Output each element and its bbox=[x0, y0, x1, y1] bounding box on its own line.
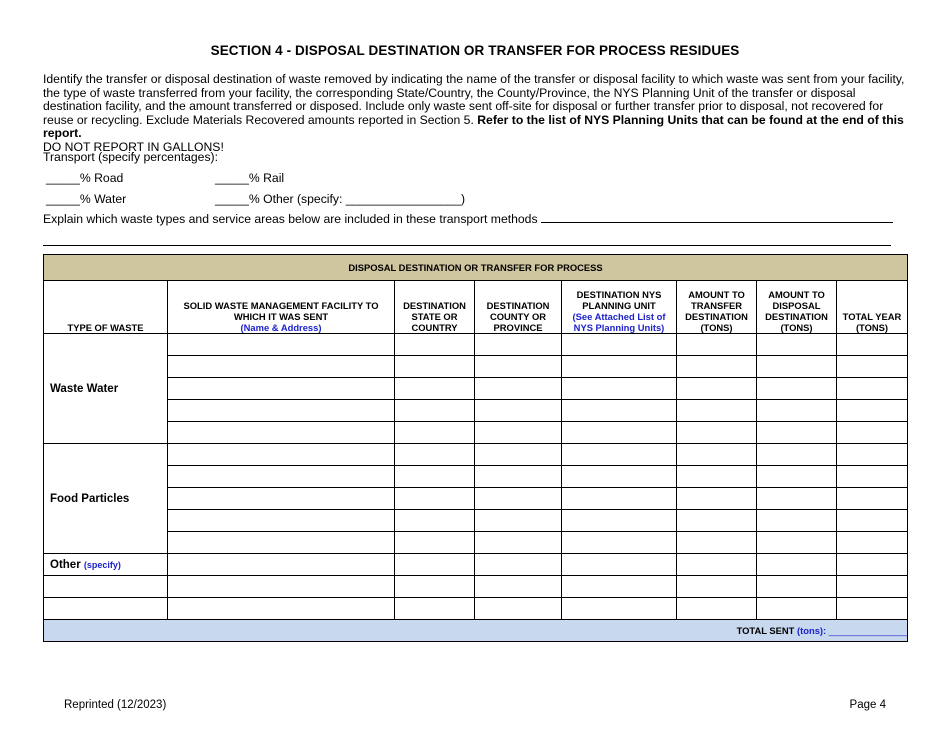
cell-input[interactable] bbox=[395, 488, 475, 510]
cell-input[interactable] bbox=[837, 598, 908, 620]
category-food-particles: Food Particles bbox=[44, 444, 168, 554]
cell-input[interactable] bbox=[562, 554, 677, 576]
cell-input[interactable] bbox=[757, 598, 837, 620]
cell-input[interactable] bbox=[395, 356, 475, 378]
total-sent bbox=[44, 620, 908, 642]
col-facility-label: SOLID WASTE MANAGEMENT FACILITY TO WHICH IT WAS SENT bbox=[183, 300, 379, 322]
table-row bbox=[44, 378, 908, 400]
cell-input[interactable] bbox=[168, 334, 395, 356]
cell-input[interactable] bbox=[475, 598, 562, 620]
cell-input[interactable] bbox=[677, 466, 757, 488]
col-state: DESTINATION STATE OR COUNTRY bbox=[395, 281, 475, 334]
table-row bbox=[44, 444, 908, 466]
cell-input[interactable] bbox=[837, 510, 908, 532]
cell-input[interactable] bbox=[677, 400, 757, 422]
cell-input[interactable] bbox=[168, 378, 395, 400]
cell-input[interactable] bbox=[44, 576, 168, 598]
cell-input[interactable] bbox=[475, 576, 562, 598]
cell-input[interactable] bbox=[168, 488, 395, 510]
cell-input[interactable] bbox=[837, 554, 908, 576]
cell-input[interactable] bbox=[562, 510, 677, 532]
cell-input[interactable] bbox=[562, 576, 677, 598]
cell-input[interactable] bbox=[168, 532, 395, 554]
cell-input[interactable] bbox=[562, 444, 677, 466]
cell-input[interactable] bbox=[837, 356, 908, 378]
cell-input[interactable] bbox=[837, 334, 908, 356]
total-label: TOTAL SENT bbox=[736, 625, 795, 636]
table-row bbox=[44, 400, 908, 422]
cell-input[interactable] bbox=[837, 422, 908, 444]
cell-input[interactable] bbox=[837, 466, 908, 488]
cell-input[interactable] bbox=[677, 598, 757, 620]
cell-input[interactable] bbox=[475, 554, 562, 576]
cell-input[interactable] bbox=[395, 554, 475, 576]
col-disposal: AMOUNT TO DISPOSAL DESTINATION (TONS) bbox=[757, 281, 837, 334]
water-field[interactable]: _____% Water bbox=[46, 192, 127, 206]
instructions-warning: DO NOT REPORT IN GALLONS! bbox=[43, 139, 224, 154]
explain-input-line-2[interactable] bbox=[43, 245, 891, 246]
cell-input[interactable] bbox=[475, 334, 562, 356]
table-row bbox=[44, 576, 908, 598]
cell-input[interactable] bbox=[395, 334, 475, 356]
cell-input[interactable] bbox=[757, 378, 837, 400]
cell-input[interactable] bbox=[757, 554, 837, 576]
table-row bbox=[44, 554, 908, 576]
cell-input[interactable] bbox=[168, 356, 395, 378]
cell-input[interactable] bbox=[562, 598, 677, 620]
cell-input[interactable] bbox=[168, 554, 395, 576]
cell-input[interactable] bbox=[757, 532, 837, 554]
col-planning-note: (See Attached List of NYS Planning Units) bbox=[572, 311, 666, 333]
table-row bbox=[44, 510, 908, 532]
cell-input[interactable] bbox=[677, 444, 757, 466]
cell-input[interactable] bbox=[168, 576, 395, 598]
col-type: TYPE OF WASTE bbox=[44, 281, 168, 334]
cell-input[interactable] bbox=[757, 400, 837, 422]
cell-input[interactable] bbox=[757, 510, 837, 532]
other-transport-field[interactable]: _____% Other (specify: _________________) bbox=[215, 192, 466, 206]
cell-input[interactable] bbox=[757, 356, 837, 378]
cell-input[interactable] bbox=[395, 466, 475, 488]
cell-input[interactable] bbox=[395, 422, 475, 444]
instructions-bold: Refer to the list of NYS Planning Units that can be found at the end of this report. bbox=[43, 112, 904, 141]
cell-input[interactable] bbox=[395, 576, 475, 598]
cell-input[interactable] bbox=[395, 400, 475, 422]
cell-input[interactable] bbox=[475, 356, 562, 378]
cell-input[interactable] bbox=[475, 466, 562, 488]
category-other-note: (specify) bbox=[83, 559, 121, 570]
cell-input[interactable] bbox=[677, 422, 757, 444]
cell-input[interactable] bbox=[168, 444, 395, 466]
cell-input[interactable] bbox=[475, 422, 562, 444]
cell-input[interactable] bbox=[475, 510, 562, 532]
table-row bbox=[44, 598, 908, 620]
reprint-date: Reprinted (12/2023) bbox=[64, 699, 167, 711]
table-row bbox=[44, 422, 908, 444]
col-planning bbox=[562, 281, 677, 334]
page-number: Page 4 bbox=[849, 699, 886, 711]
table-row bbox=[44, 532, 908, 554]
cell-input[interactable] bbox=[837, 400, 908, 422]
cell-input[interactable] bbox=[757, 466, 837, 488]
cell-input[interactable] bbox=[168, 510, 395, 532]
cell-input[interactable] bbox=[757, 576, 837, 598]
cell-input[interactable] bbox=[837, 378, 908, 400]
table-row bbox=[44, 356, 908, 378]
cell-input[interactable] bbox=[677, 356, 757, 378]
total-input[interactable]: _______________ bbox=[828, 625, 907, 636]
cell-input[interactable] bbox=[677, 532, 757, 554]
category-other[interactable] bbox=[44, 554, 168, 576]
col-facility bbox=[168, 281, 395, 334]
cell-input[interactable] bbox=[562, 466, 677, 488]
cell-input[interactable] bbox=[757, 444, 837, 466]
cell-input[interactable] bbox=[562, 422, 677, 444]
cell-input[interactable] bbox=[44, 598, 168, 620]
category-other-label: Other bbox=[50, 558, 81, 571]
page-title: SECTION 4 - DISPOSAL DESTINATION OR TRANSFER FOR PROCESS RESIDUES bbox=[210, 43, 740, 58]
cell-input[interactable] bbox=[677, 576, 757, 598]
cell-input[interactable] bbox=[677, 488, 757, 510]
category-waste-water: Waste Water bbox=[44, 334, 168, 444]
cell-input[interactable] bbox=[395, 532, 475, 554]
cell-input[interactable] bbox=[677, 378, 757, 400]
cell-input[interactable] bbox=[562, 532, 677, 554]
cell-input[interactable] bbox=[395, 444, 475, 466]
cell-input[interactable] bbox=[757, 422, 837, 444]
cell-input[interactable] bbox=[475, 400, 562, 422]
cell-input[interactable] bbox=[757, 488, 837, 510]
explain-label bbox=[43, 212, 893, 226]
cell-input[interactable] bbox=[677, 510, 757, 532]
cell-input[interactable] bbox=[837, 444, 908, 466]
cell-input[interactable] bbox=[562, 488, 677, 510]
cell-input[interactable] bbox=[757, 334, 837, 356]
table-row bbox=[44, 488, 908, 510]
cell-input[interactable] bbox=[475, 488, 562, 510]
cell-input[interactable] bbox=[562, 378, 677, 400]
cell-input[interactable] bbox=[475, 444, 562, 466]
explain-input[interactable] bbox=[541, 212, 893, 223]
rail-field[interactable]: _____% Rail bbox=[215, 171, 285, 185]
col-transfer: AMOUNT TO TRANSFER DESTINATION (TONS) bbox=[677, 281, 757, 334]
table-caption: DISPOSAL DESTINATION OR TRANSFER FOR PROCESS bbox=[44, 255, 908, 281]
col-facility-note: (Name & Address) bbox=[240, 322, 322, 333]
cell-input[interactable] bbox=[837, 576, 908, 598]
cell-input[interactable] bbox=[395, 598, 475, 620]
col-planning-label: DESTINATION NYS PLANNING UNIT bbox=[576, 289, 662, 311]
cell-input[interactable] bbox=[837, 532, 908, 554]
disposal-table bbox=[43, 254, 908, 642]
explain-text: Explain which waste types and service areas below are included in these transport methods bbox=[43, 212, 538, 226]
cell-input[interactable] bbox=[168, 466, 395, 488]
cell-input[interactable] bbox=[677, 554, 757, 576]
cell-input[interactable] bbox=[168, 598, 395, 620]
total-unit: (tons): bbox=[797, 625, 827, 636]
instructions bbox=[43, 73, 913, 155]
transport-heading: Transport (specify percentages): bbox=[43, 150, 218, 164]
table-row bbox=[44, 334, 908, 356]
cell-input[interactable] bbox=[475, 378, 562, 400]
cell-input[interactable] bbox=[562, 400, 677, 422]
cell-input[interactable] bbox=[562, 334, 677, 356]
cell-input[interactable] bbox=[395, 510, 475, 532]
cell-input[interactable] bbox=[677, 334, 757, 356]
cell-input[interactable] bbox=[837, 488, 908, 510]
instructions-text: Identify the transfer or disposal destination of waste removed by indicating the name of the transfer or disposal facility to which waste was sent from your facility, the type of waste transferred from your facility, the corresponding State/Country, the County/Province, the NYS Planning Unit of the transfer or disposal destination facility, and the amount transferred or disposed. Include only waste sent off-site for disposal or further transfer prior to disposal, not recovered for reuse or recycling. Exclude Materials Recovered amounts reported in Section 5. bbox=[43, 72, 905, 127]
table-row bbox=[44, 466, 908, 488]
cell-input[interactable] bbox=[168, 422, 395, 444]
col-county: DESTINATION COUNTY OR PROVINCE bbox=[475, 281, 562, 334]
total-row bbox=[44, 620, 908, 642]
col-total: TOTAL YEAR (TONS) bbox=[837, 281, 908, 334]
road-field[interactable]: _____% Road bbox=[46, 171, 124, 185]
cell-input[interactable] bbox=[395, 378, 475, 400]
cell-input[interactable] bbox=[562, 356, 677, 378]
cell-input[interactable] bbox=[475, 532, 562, 554]
cell-input[interactable] bbox=[168, 400, 395, 422]
